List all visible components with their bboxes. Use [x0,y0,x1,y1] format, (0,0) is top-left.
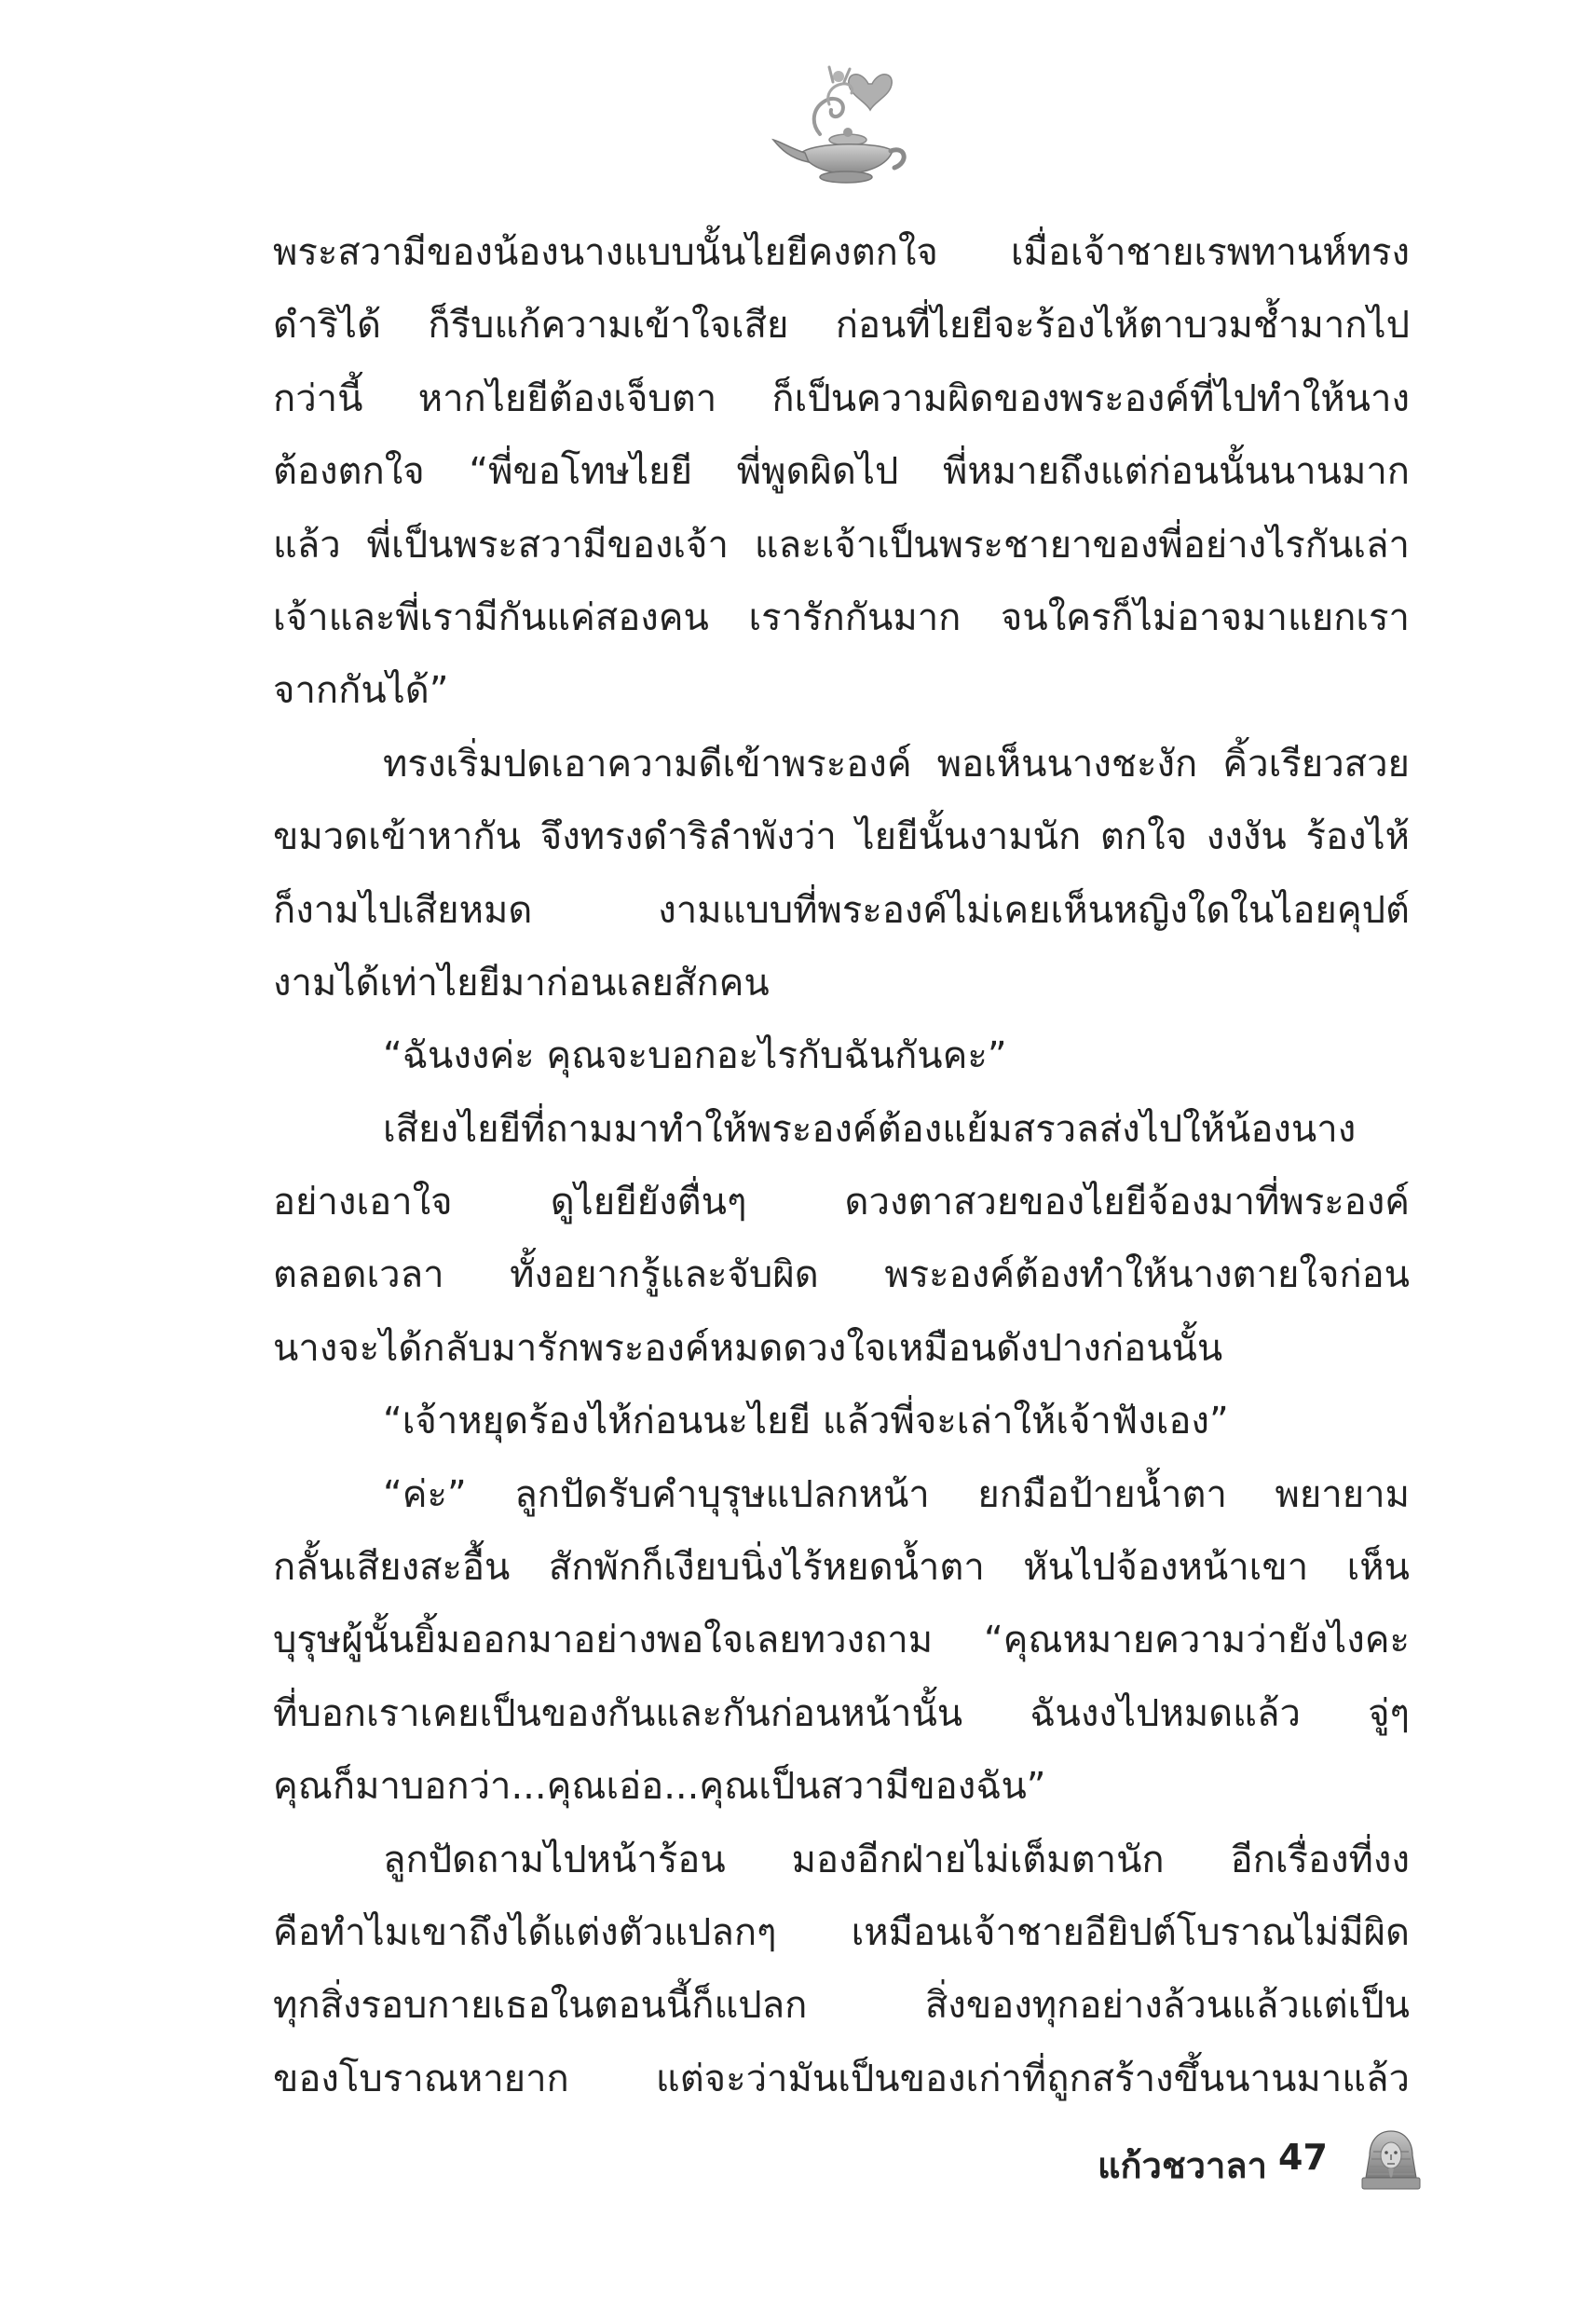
text-line: ดำริได้ ก็รีบแก้ความเข้าใจเสีย ก่อนที่ไยยีจะร้องไห้ตาบวมช้ำมากไป [273,304,1410,348]
text-line: กลั้นเสียงสะอื้น สักพักก็เงียบนิ่งไร้หยดน้ำตา หันไปจ้องหน้าเขา เห็น [273,1546,1410,1590]
page-number: 47 [1278,2137,1328,2178]
text-line: คือทำไมเขาถึงได้แต่งตัวแปลกๆ เหมือนเจ้าชายอียิปต์โบราณไม่มีผิด [273,1910,1410,1954]
text-line: ที่บอกเราเคยเป็นของกันและกันก่อนหน้านั้น ฉันงงไปหมดแล้ว จู่ๆ [273,1691,1410,1735]
text-line: ลูกปัดถามไปหน้าร้อน มองอีกฝ่ายไม่เต็มตานัก อีกเรื่องที่งง [383,1838,1410,1881]
text-line: ทุกสิ่งรอบกายเธอในตอนนี้ก็แปลก สิ่งของทุกอย่างล้วนแล้วแต่เป็น [273,1984,1410,2028]
page-footer [1053,2127,1463,2202]
text-line: ทรงเริ่มปดเอาความดีเข้าพระองค์ พอเห็นนางชะงัก คิ้วเรียวสวย [383,742,1410,786]
text-line: เสียงไยยีที่ถามมาทำให้พระองค์ต้องแย้มสรวลส่งไปให้น้องนาง [383,1107,1357,1151]
text-line: พระสวามีของน้องนางแบบนั้นไยยีคงตกใจ เมื่อเจ้าชายเรพทานห์ทรง [273,231,1410,274]
text-line: นางจะได้กลับมารักพระองค์หมดดวงใจเหมือนดังปางก่อนนั้น [273,1326,1223,1370]
text-line: บุรุษผู้นั้นยิ้มออกมาอย่างพอใจเลยทวงถาม “คุณหมายความว่ายังไงคะ [273,1619,1410,1662]
text-line: ของโบราณหายาก แต่จะว่ามันเป็นของเก่าที่ถูกสร้างขึ้นนานมาแล้ว [273,2057,1410,2100]
text-line: เจ้าและพี่เรามีกันแค่สองคน เรารักกันมาก จนใครก็ไม่อาจมาแยกเรา [273,595,1410,639]
text-line: กว่านี้ หากไยยีต้องเจ็บตา ก็เป็นความผิดของพระองค์ที่ไปทำให้นาง [273,376,1410,420]
text-line: “ค่ะ” ลูกปัดรับคำบุรุษแปลกหน้า ยกมือป้ายน้ำตา พยายาม [383,1472,1410,1516]
book-title: แก้วชวาลา [1098,2145,1267,2186]
text-line: จากกันได้” [273,669,449,713]
text-line: ขมวดเข้าหากัน จึงทรงดำริลำพังว่า ไยยีนั้นงามนัก ตกใจ งงงัน ร้องไห้ [273,815,1410,859]
text-line: แล้ว พี่เป็นพระสวามีของเจ้า และเจ้าเป็นพระชายาของพี่อย่างไรกันเล่า [273,523,1410,567]
text-line: ก็งามไปเสียหมด งามแบบที่พระองค์ไม่เคยเห็นหญิงใดในไอยคุปต์ [273,888,1410,932]
text-line: งามได้เท่าไยยีมาก่อนเลยสักคน [273,961,770,1005]
text-line: “เจ้าหยุดร้องไห้ก่อนนะไยยี แล้วพี่จะเล่าให้เจ้าฟังเอง” [383,1400,1229,1443]
body-text [273,216,1410,2115]
text-line: คุณก็มาบอกว่า...คุณเอ่อ...คุณเป็นสวามีของฉัน” [273,1765,1046,1809]
sphinx-icon [1360,2127,1422,2193]
text-line: ต้องตกใจ “พี่ขอโทษไยยี พี่พูดผิดไป พี่หมายถึงแต่ก่อนนั้นนานมาก [273,450,1410,494]
text-line: ตลอดเวลา ทั้งอยากรู้และจับผิด พระองค์ต้องทำให้นางตายใจก่อน [273,1253,1410,1297]
text-line: อย่างเอาใจ ดูไยยียังตื่นๆ ดวงตาสวยของไยยีจ้องมาที่พระองค์ [273,1181,1410,1224]
magic-lamp-icon [764,48,913,188]
text-line: “ฉันงงค่ะ คุณจะบอกอะไรกับฉันกันคะ” [383,1034,1007,1078]
